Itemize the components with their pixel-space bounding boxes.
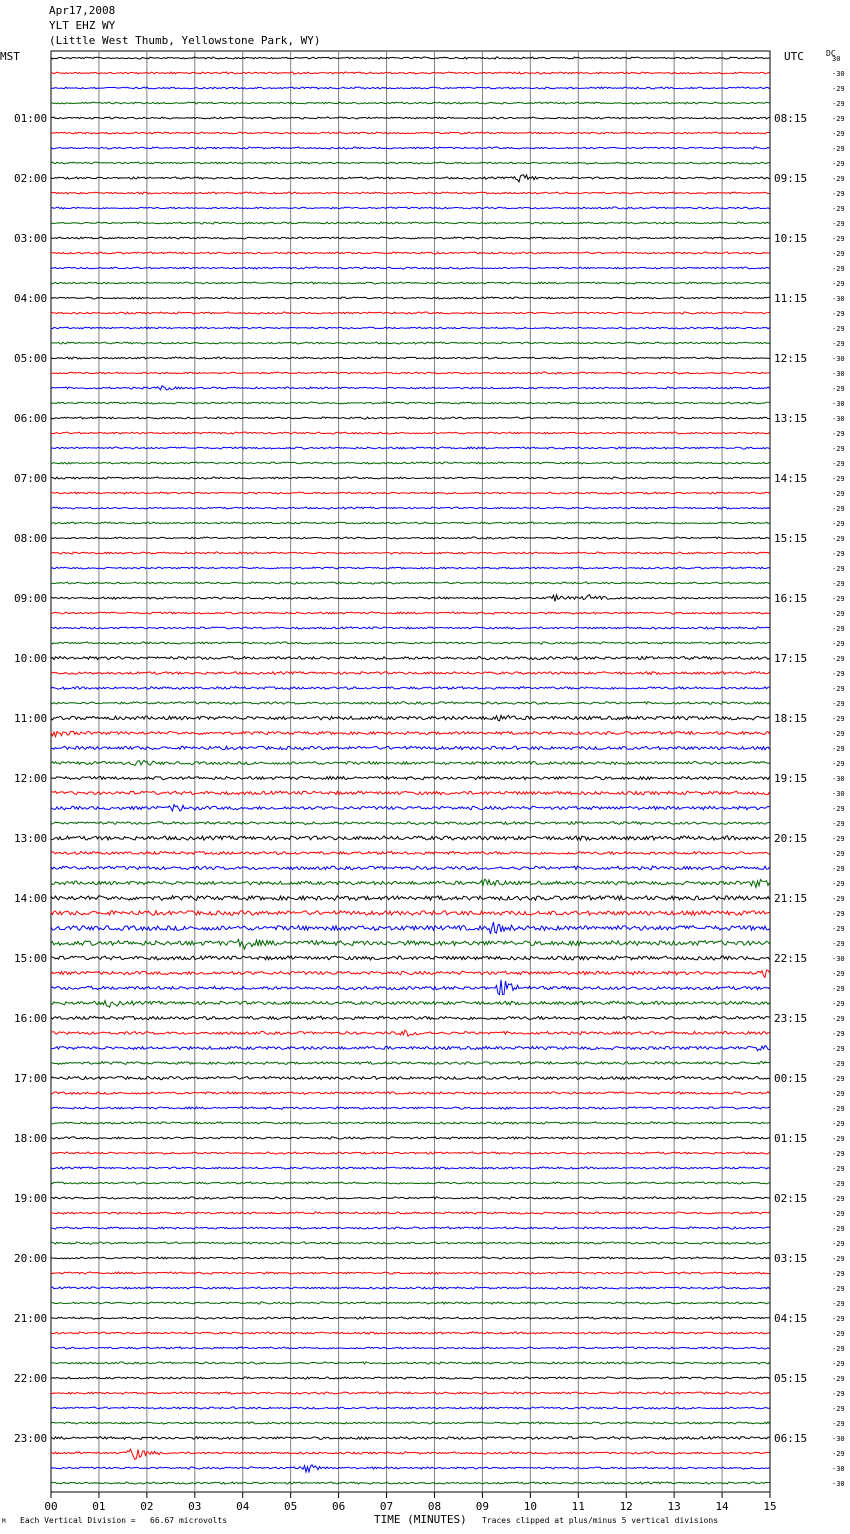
dc-offset-label: -29 — [832, 1045, 845, 1053]
dc-offset-label: -29 — [832, 805, 845, 813]
seismogram-trace — [51, 836, 770, 840]
seismogram-trace — [51, 879, 770, 887]
x-tick-label: 13 — [667, 1500, 681, 1513]
dc-offset-label: -29 — [832, 460, 845, 468]
mst-time-label: 01:00 — [14, 112, 48, 125]
seismogram-trace — [51, 866, 770, 870]
dc-offset-label: -30 — [832, 790, 845, 798]
utc-time-label: 14:15 — [774, 472, 808, 485]
mst-time-label: 11:00 — [14, 712, 48, 725]
x-tick-label: 12 — [619, 1500, 633, 1513]
seismogram-trace — [51, 896, 770, 900]
dc-offset-label: -29 — [832, 820, 845, 828]
seismogram-trace — [51, 672, 770, 675]
dc-offset-label: -29 — [832, 205, 845, 213]
station-name: YLT EHZ WY — [49, 19, 116, 32]
dc-offset-label: -29 — [832, 115, 845, 123]
seismogram-trace — [51, 132, 770, 134]
utc-time-label: 15:15 — [774, 532, 808, 545]
dc-offset-label: -29 — [832, 880, 845, 888]
seismogram-trace — [51, 1212, 770, 1214]
mst-axis-label: MST — [0, 50, 20, 63]
dc-offset-label: -29 — [832, 535, 845, 543]
seismogram-trace — [51, 102, 770, 104]
dc-offset-label: -30 — [832, 415, 845, 423]
seismogram-trace — [51, 1197, 770, 1199]
seismogram-trace — [51, 1437, 770, 1440]
mst-time-label: 18:00 — [14, 1132, 48, 1145]
dc-offset-label: -29 — [832, 1375, 845, 1383]
dc-offset-label: -29 — [832, 655, 845, 663]
utc-time-label: 12:15 — [774, 352, 808, 365]
utc-time-label: 17:15 — [774, 652, 808, 665]
clip-note: Traces clipped at plus/minus 5 vertical divisions — [482, 1516, 719, 1525]
dc-offset-label: -29 — [832, 1225, 845, 1233]
seismogram-trace — [51, 656, 770, 659]
seismogram-trace — [51, 791, 770, 795]
dc-offset-label: -29 — [832, 505, 845, 513]
dc-offset-label: -30 — [832, 370, 845, 378]
dc-offset-label: -29 — [832, 160, 845, 168]
dc-offset-label: -30 — [832, 775, 845, 783]
dc-offset-label: -30 — [832, 355, 845, 363]
seismogram-trace — [51, 327, 770, 329]
seismogram-trace — [51, 1107, 770, 1109]
utc-time-label: 19:15 — [774, 772, 808, 785]
seismogram-trace — [51, 267, 770, 269]
seismogram-trace — [51, 1122, 770, 1124]
dc-offset-label: -29 — [832, 1075, 845, 1083]
seismogram-trace — [51, 1317, 770, 1319]
mst-time-label: 15:00 — [14, 952, 48, 965]
dc-offset-label: -29 — [832, 250, 845, 258]
seismogram-trace — [51, 1362, 770, 1364]
dc-offset-label: -29 — [832, 385, 845, 393]
seismogram-trace — [51, 222, 770, 224]
dc-offset-label: -29 — [832, 340, 845, 348]
seismogram-trace — [51, 582, 770, 584]
x-tick-label: 09 — [475, 1500, 490, 1513]
seismogram-trace — [51, 1422, 770, 1424]
dc-offset-label: -29 — [832, 190, 845, 198]
dc-offset-label: -29 — [832, 625, 845, 633]
utc-time-label: 00:15 — [774, 1072, 808, 1085]
seismogram-trace — [51, 1046, 770, 1051]
seismogram-trace — [51, 851, 770, 854]
x-tick-label: 02 — [140, 1500, 154, 1513]
seismogram-trace — [51, 372, 770, 374]
seismogram-trace — [51, 447, 770, 449]
dc-offset-label: -29 — [832, 1120, 845, 1128]
dc-offset-label: -29 — [832, 1390, 845, 1398]
utc-time-label: 23:15 — [774, 1012, 808, 1025]
x-tick-label: 08 — [427, 1500, 442, 1513]
seismogram-trace — [51, 1030, 770, 1036]
x-tick-label: 03 — [188, 1500, 202, 1513]
seismogram-trace — [51, 357, 770, 359]
seismogram-trace — [51, 1482, 770, 1484]
dc-offset-label: -29 — [832, 310, 845, 318]
seismogram-trace — [51, 175, 770, 182]
seismogram-trace — [51, 1392, 770, 1394]
seismogram-trace — [51, 1182, 770, 1184]
dc-offset-label: -29 — [832, 730, 845, 738]
seismogram-trace — [51, 87, 770, 89]
dc-offset-label: -29 — [832, 475, 845, 483]
dc-offset-label: -29 — [832, 1105, 845, 1113]
utc-time-label: 01:15 — [774, 1132, 808, 1145]
seismogram-trace — [51, 822, 770, 825]
utc-time-label: 13:15 — [774, 412, 808, 425]
seismogram-trace — [51, 297, 770, 299]
seismogram-trace — [51, 192, 770, 194]
dc-offset-label: -29 — [832, 1300, 845, 1308]
station-location: (Little West Thumb, Yellowstone Park, WY) — [49, 34, 321, 47]
dc-offset-label: -30 — [832, 1435, 845, 1443]
mst-time-label: 14:00 — [14, 892, 48, 905]
utc-time-label: 22:15 — [774, 952, 808, 965]
seismogram-trace — [51, 1242, 770, 1244]
seismogram-trace — [51, 1062, 770, 1065]
scale-note: Each Vertical Division = 66.67 microvolts — [20, 1516, 228, 1525]
dc-offset-label: -29 — [832, 175, 845, 183]
seismogram-trace — [51, 687, 770, 690]
seismogram-trace — [51, 1001, 770, 1008]
utc-time-label: 11:15 — [774, 292, 808, 305]
dc-offset-label: -29 — [832, 970, 845, 978]
seismogram-trace — [51, 462, 770, 464]
seismogram-trace — [51, 1332, 770, 1334]
mst-time-label: 17:00 — [14, 1072, 48, 1085]
dc-offset-label: -29 — [832, 595, 845, 603]
utc-time-label: 09:15 — [774, 172, 808, 185]
seismogram-trace — [51, 746, 770, 750]
dc-offset-label: -29 — [832, 670, 845, 678]
seismogram-trace — [51, 715, 770, 720]
dc-offset-label: -29 — [832, 835, 845, 843]
seismogram-trace — [51, 1465, 770, 1472]
dc-offset-label: 30 — [832, 55, 841, 63]
dc-offset-label: -29 — [832, 685, 845, 693]
dc-offset-label: -29 — [832, 1450, 845, 1458]
x-axis-title: TIME (MINUTES) — [374, 1513, 467, 1526]
seismogram-trace — [51, 567, 770, 569]
mst-time-label: 20:00 — [14, 1252, 48, 1265]
seismogram-trace — [51, 1287, 770, 1289]
dc-offset-label: -29 — [832, 1270, 845, 1278]
dc-offset-label: -29 — [832, 1285, 845, 1293]
seismogram-trace — [51, 522, 770, 524]
x-tick-label: 14 — [715, 1500, 729, 1513]
mst-time-label: 07:00 — [14, 472, 48, 485]
dc-offset-label: -29 — [832, 490, 845, 498]
x-tick-label: 15 — [763, 1500, 777, 1513]
mst-time-label: 05:00 — [14, 352, 48, 365]
seismogram-trace — [51, 402, 770, 404]
dc-offset-label: -29 — [832, 1180, 845, 1188]
utc-time-label: 05:15 — [774, 1372, 808, 1385]
seismogram-trace — [51, 537, 770, 539]
dc-offset-label: -29 — [832, 430, 845, 438]
seismogram-trace — [51, 147, 770, 149]
dc-offset-label: -29 — [832, 220, 845, 228]
dc-offset-label: -29 — [832, 265, 845, 273]
seismogram-trace — [51, 507, 770, 509]
seismogram-trace — [51, 627, 770, 629]
dc-offset-label: -30 — [832, 955, 845, 963]
dc-offset-label: -29 — [832, 580, 845, 588]
dc-offset-label: -29 — [832, 715, 845, 723]
mst-time-label: 09:00 — [14, 592, 48, 605]
x-tick-label: 01 — [92, 1500, 106, 1513]
dc-offset-label: -30 — [832, 1480, 845, 1488]
seismogram-trace — [51, 237, 770, 239]
mst-time-label: 19:00 — [14, 1192, 48, 1205]
dc-offset-label: -29 — [832, 445, 845, 453]
dc-offset-label: -29 — [832, 1090, 845, 1098]
mst-time-label: 10:00 — [14, 652, 48, 665]
seismogram-trace — [51, 805, 770, 811]
chart-date: Apr17,2008 — [49, 4, 116, 17]
dc-offset-label: -29 — [832, 1015, 845, 1023]
utc-time-label: 20:15 — [774, 832, 808, 845]
seismogram-trace — [51, 1302, 770, 1304]
seismogram-trace — [51, 1272, 770, 1274]
seismogram-trace — [51, 702, 770, 705]
dc-offset-label: -29 — [832, 1345, 845, 1353]
dc-offset-label: -29 — [832, 1060, 845, 1068]
seismogram-trace — [51, 939, 770, 949]
seismogram-trace — [51, 1377, 770, 1379]
seismogram-trace — [51, 1152, 770, 1154]
utc-time-label: 06:15 — [774, 1432, 808, 1445]
dc-offset-label: -29 — [832, 1405, 845, 1413]
x-tick-label: 00 — [44, 1500, 58, 1513]
dc-offset-label: -29 — [832, 1165, 845, 1173]
mst-time-label: 23:00 — [14, 1432, 48, 1445]
seismogram-trace — [51, 612, 770, 614]
dc-offset-label: -29 — [832, 85, 845, 93]
dc-offset-label: -29 — [832, 1150, 845, 1158]
dc-offset-label: -29 — [832, 760, 845, 768]
dc-offset-label: -29 — [832, 565, 845, 573]
seismogram-trace — [51, 1407, 770, 1409]
dc-offset-label: -29 — [832, 1030, 845, 1038]
seismogram-trace — [51, 417, 770, 419]
utc-time-label: 04:15 — [774, 1312, 808, 1325]
x-tick-label: 07 — [379, 1500, 394, 1513]
mst-time-label: 12:00 — [14, 772, 48, 785]
utc-time-label: 03:15 — [774, 1252, 808, 1265]
dc-offset-label: -29 — [832, 1315, 845, 1323]
seismogram-trace — [51, 911, 770, 916]
dc-offset-label: -29 — [832, 850, 845, 858]
dc-offset-label: -29 — [832, 325, 845, 333]
mst-time-label: 06:00 — [14, 412, 48, 425]
utc-time-label: 16:15 — [774, 592, 808, 605]
utc-time-label: 02:15 — [774, 1192, 808, 1205]
seismogram-trace — [51, 552, 770, 554]
dc-offset-label: -30 — [832, 295, 845, 303]
seismogram-trace — [51, 1257, 770, 1259]
seismogram-trace — [51, 252, 770, 254]
seismogram-trace — [51, 432, 770, 434]
dc-offset-label: -30 — [832, 70, 845, 78]
corner-mark: M — [2, 1518, 6, 1525]
dc-offset-label: -29 — [832, 745, 845, 753]
utc-time-label: 08:15 — [774, 112, 808, 125]
seismogram-trace — [51, 282, 770, 284]
seismogram-trace — [51, 970, 770, 977]
mst-time-label: 22:00 — [14, 1372, 48, 1385]
x-tick-label: 05 — [284, 1500, 298, 1513]
mst-time-label: 13:00 — [14, 832, 48, 845]
dc-offset-label: -29 — [832, 640, 845, 648]
seismogram-trace — [51, 595, 770, 602]
dc-offset-label: -29 — [832, 1210, 845, 1218]
dc-offset-label: -29 — [832, 700, 845, 708]
seismogram-trace — [51, 386, 770, 390]
dc-offset-label: -29 — [832, 1255, 845, 1263]
dc-offset-label: -29 — [832, 1195, 845, 1203]
utc-time-label: 10:15 — [774, 232, 808, 245]
dc-offset-label: -29 — [832, 865, 845, 873]
seismogram-trace — [51, 1167, 770, 1169]
seismogram-trace — [51, 1347, 770, 1349]
seismogram-trace — [51, 117, 770, 119]
seismogram-trace — [51, 1449, 770, 1459]
utc-time-label: 21:15 — [774, 892, 808, 905]
dc-offset-label: -29 — [832, 235, 845, 243]
seismogram-trace — [51, 57, 770, 59]
seismogram-trace — [51, 642, 770, 644]
seismogram-trace — [51, 731, 770, 736]
seismogram-trace — [51, 760, 770, 765]
dc-offset-label: -29 — [832, 895, 845, 903]
seismogram-trace — [51, 1076, 770, 1079]
dc-offset-label: -29 — [832, 610, 845, 618]
seismogram-trace — [51, 162, 770, 164]
dc-offset-label: -29 — [832, 1240, 845, 1248]
dc-offset-label: -29 — [832, 1360, 845, 1368]
dc-offset-label: -29 — [832, 940, 845, 948]
dc-offset-label: -29 — [832, 130, 845, 138]
dc-offset-label: -30 — [832, 1465, 845, 1473]
dc-offset-label: -29 — [832, 1420, 845, 1428]
mst-time-label: 16:00 — [14, 1012, 48, 1025]
mst-time-label: 21:00 — [14, 1312, 48, 1325]
dc-offset-label: -29 — [832, 145, 845, 153]
dc-offset-label: -29 — [832, 550, 845, 558]
x-tick-label: 10 — [523, 1500, 537, 1513]
seismogram-trace — [51, 1016, 770, 1019]
dc-label: DC — [826, 49, 836, 58]
seismogram-trace — [51, 342, 770, 344]
dc-offset-label: -29 — [832, 520, 845, 528]
seismogram-trace — [51, 922, 770, 934]
seismogram-trace — [51, 980, 770, 995]
seismogram-trace — [51, 72, 770, 74]
mst-time-label: 04:00 — [14, 292, 48, 305]
dc-offset-label: -29 — [832, 925, 845, 933]
dc-offset-label: -29 — [832, 910, 845, 918]
dc-offset-label: -29 — [832, 1000, 845, 1008]
seismogram-trace — [51, 477, 770, 479]
seismogram-trace — [51, 492, 770, 494]
seismogram-trace — [51, 776, 770, 779]
dc-offset-label: -29 — [832, 100, 845, 108]
dc-offset-label: -29 — [832, 280, 845, 288]
dc-offset-label: -29 — [832, 1135, 845, 1143]
x-tick-label: 11 — [571, 1500, 585, 1513]
seismogram-trace — [51, 207, 770, 209]
seismogram-trace — [51, 1137, 770, 1139]
mst-time-label: 02:00 — [14, 172, 48, 185]
seismogram-trace — [51, 1227, 770, 1229]
x-tick-label: 04 — [236, 1500, 250, 1513]
dc-offset-label: -29 — [832, 985, 845, 993]
seismogram-trace — [51, 1092, 770, 1095]
x-tick-label: 06 — [331, 1500, 346, 1513]
seismogram-trace — [51, 312, 770, 314]
dc-offset-label: -30 — [832, 400, 845, 408]
seismogram-trace — [51, 956, 770, 960]
utc-time-label: 18:15 — [774, 712, 808, 725]
mst-time-label: 08:00 — [14, 532, 48, 545]
utc-axis-label: UTC — [784, 50, 804, 63]
dc-offset-label: -29 — [832, 1330, 845, 1338]
mst-time-label: 03:00 — [14, 232, 48, 245]
